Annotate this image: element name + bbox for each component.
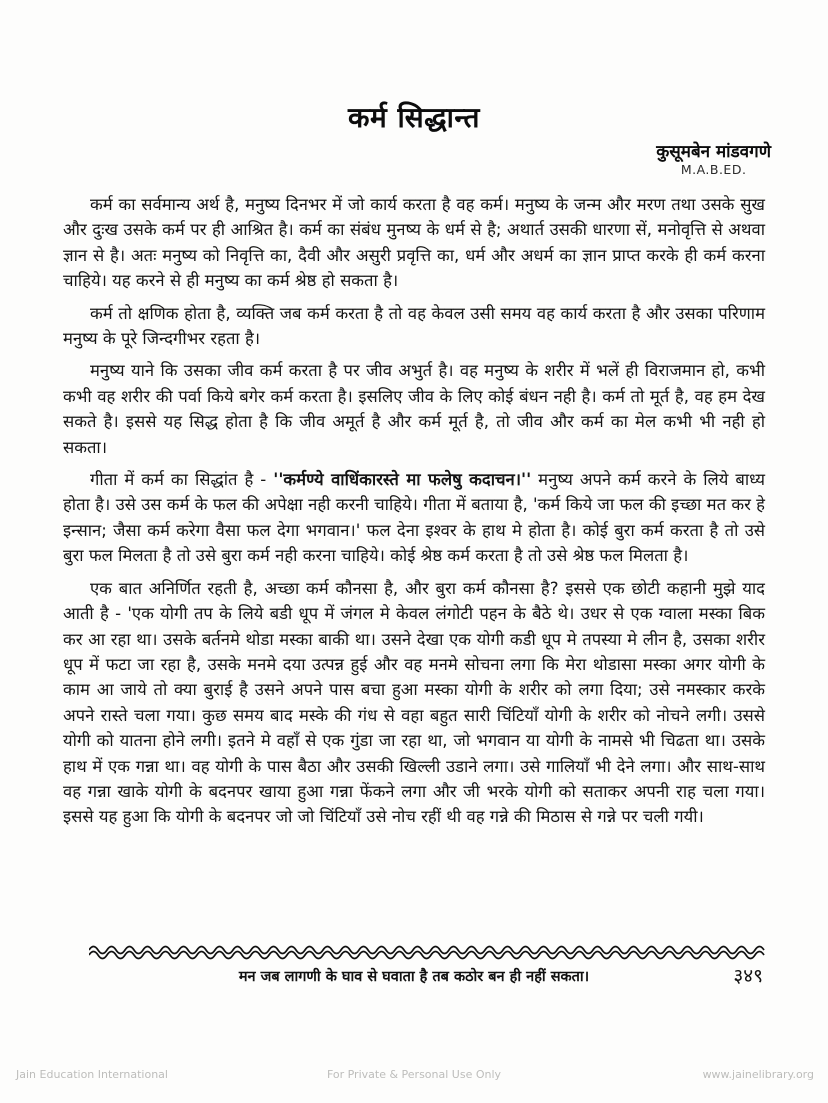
paragraph-2: कर्म तो क्षणिक होता है, व्यक्ति जब कर्म करता है तो वह केवल उसी समय वह कार्य करता है और उसका परिणाम मनुष्य के पूरे जिन्दगीभर रहता है।	[63, 303, 765, 349]
watermark-center: For Private & Personal Use Only	[326, 1068, 502, 1081]
paragraph-4-lead: गीता में कर्म का सिद्धांत है -	[90, 470, 274, 490]
scan-watermark-bar	[0, 1068, 828, 1088]
paragraph-4-rest: मनुष्य अपने कर्म करने के लिये बाध्य होता है। उसे उस कर्म के फल की अपेक्षा नही करनी चाहिये। गीता में बताया है, 'कर्म किये जा फल की इच्छा मत कर हे इन्सान; जैसा कर्म करेगा वैसा फल देगा भगवान।' फल देना इश्वर के हाथ मे होता है। कोई बुरा कर्म करता है तो उसे बुरा फल मिलता है तो उसे बुरा कर्म नही करना चाहिये। कोई श्रेष्ठ कर्म करता है तो उसे श्रेष्ठ फल मिलता है।	[63, 470, 766, 566]
gita-shloka-quote: ''कर्मण्ये वाधिंकारस्ते मा फलेषु कदाचन।''	[273, 470, 532, 490]
author-block	[57, 142, 771, 178]
footer-quote-row	[63, 966, 765, 990]
page-number: ३४९	[733, 965, 763, 987]
paragraph-4	[63, 467, 765, 569]
page-title: कर्म सिद्धान्त	[348, 101, 480, 134]
author-degree: M.A.B.ED.	[680, 162, 747, 177]
author-name: कुसूमबेन मांडवगणे	[656, 142, 771, 162]
paragraph-3: मनुष्य याने कि उसका जीव कर्म करता है पर जीव अभुर्त है। वह मनुष्य के शरीर में भलें ही विराजमान हो, कभी कभी वह शरीर की पर्वा किये बगेर कर्म करता है। इसलिए जीव के लिए कोई बंधन नही है। कर्म तो मूर्त है, वह हम देख सकते है। इससे यह सिद्ध होता है कि जीव अमूर्त है और कर्म मूर्त है, तो जीव और कर्म का मेल कभी भी नही हो सकता।	[63, 361, 765, 457]
article-body	[63, 192, 765, 830]
paragraph-5-story: एक बात अनिर्णित रहती है, अच्छा कर्म कौनसा है, और बुरा कर्म कौनसा है? इससे एक छोटी कहानी मुझे याद आती है - 'एक योगी तप के लिये बडी धूप में जंगल मे केवल लंगोटी पहन के बैठे थे। उधर से एक ग्वाला मस्का बिक कर आ रहा था। उसके बर्तनमे थोडा मस्का बाकी था। उसने देखा एक योगी कडी धूप मे तपस्या मे लीन है, उसका शरीर धूप में फटा जा रहा है, उसके मनमे दया उत्पन्न हुई और वह मनमे सोचना लगा कि मेरा थोडासा मस्का अगर योगी के काम आ जाये तो क्या बुराई है उसने अपने पास बचा हुआ मस्का योगी के शरीर को लगा दिया; उसे नमस्कार करके अपने रास्ते चला गया। कुछ समय बाद मस्के की गंध से वहा बहुत सारी चिंटियाँ योगी के शरीर को नोचने लगी। उससे योगी को यातना होने लगी। इतने मे वहाँ से एक गुंडा जा रहा था, जो भगवान या योगी के नामसे भी चिढता था। उसके हाथ में एक गन्ना था। वह योगी के पास बैठा और उसकी खिल्ली उडाने लगा। उसे गालियाँ भी देने लगा। और साथ-साथ वह गन्ना खाके योगी के बदनपर खाया हुआ गन्ना फेंकने लगा और जी भरके योगी को सताकर अपनी राह चला गया। इससे यह हुआ कि योगी के बदनपर जो जो चिंटियाँ उसे नोच रहीं थी वह गन्ने की मिठास से गन्ने पर चली गयी।	[63, 578, 765, 827]
footer-band	[63, 944, 765, 990]
watermark-left: Jain Education International	[16, 1068, 168, 1081]
paragraph-1: कर्म का सर्वमान्य अर्थ है, मनुष्य दिनभर में जो कार्य करता है वह कर्म। मनुष्य के जन्म और मरण तथा उसके सुख और दुःख उसके कर्म पर ही आश्रित है। कर्म का संबंध मुनष्य के धर्म से है; अथार्त उसकी धारणा सें, मनोवृत्ति से अथवा ज्ञान से है। अतः मनुष्य को निवृत्ति का, दैवी और असुरी प्रवृत्ति का, धर्म और अधर्म का ज्ञान प्राप्त करके ही कर्म करना चाहिये। यह करने से ही मनुष्य का कर्म श्रेष्ठ हो सकता है।	[63, 195, 765, 291]
wavy-divider	[89, 944, 765, 962]
footer-quote: मन जब लागणी के घाव से घवाता है तब कठोर बन ही नहीं सकता।	[238, 969, 590, 985]
watermark-url: www.jainelibrary.org	[702, 1068, 814, 1081]
